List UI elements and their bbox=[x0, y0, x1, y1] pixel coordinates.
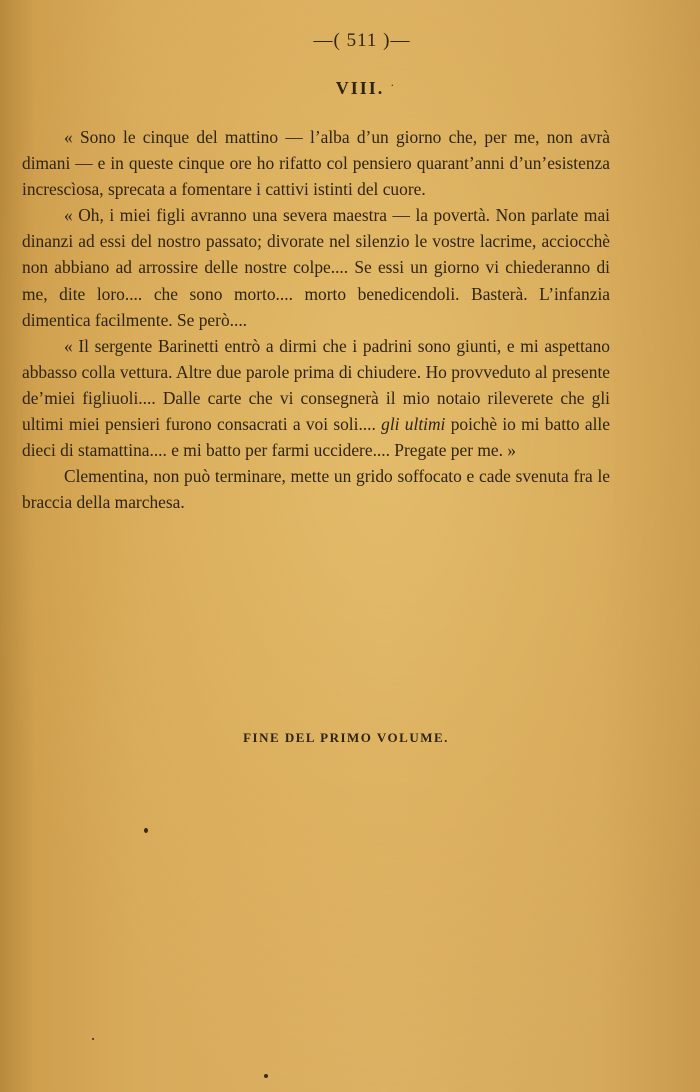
paragraph-3-text: « Il sergente Barinetti entrò a dirmi che i padrini sono giunti, e mi aspettano abbasso colla vettura. Altre due parole prima di chiudere. Ho provveduto al presente de’miei figliuoli.... Dalle carte che vi consegnerà il mio notaio rileverete che gli ultimi miei pensieri furono consacrati a voi soli.... bbox=[22, 335, 610, 435]
paragraph-2 bbox=[22, 202, 610, 332]
body-text bbox=[22, 124, 610, 515]
paragraph-3-text-end: poichè io mi batto alle dieci di stamattina.... e mi batto per farmi uccidere.... Pregate per me. » bbox=[22, 414, 610, 461]
chapter-mark: · bbox=[390, 78, 397, 92]
paragraph-2-text: « Oh, i miei figli avranno una severa maestra — la povertà. Non parlate mai dinanzi ad essi del nostro passato; divorate nel silenzio le vostre lacrime, acciocchè non abbiano ad arrossire delle nostre colpe.... Se essi un giorno vi chiederanno di me, dite loro.... che sono morto.... morto benedicendoli. Basterà. L’infanzia dimentica facilmente. Se però.... bbox=[22, 205, 610, 330]
paper-speck bbox=[144, 828, 148, 833]
paper-speck bbox=[264, 1074, 268, 1078]
paragraph-3 bbox=[22, 333, 610, 463]
end-of-volume-note: FINE DEL PRIMO VOLUME. bbox=[243, 730, 449, 745]
page-number: —( 511 )— bbox=[313, 30, 411, 51]
paragraph-1-text: « Sono le cinque del mattino — l’alba d’un giorno che, per me, non avrà dimani — e in queste cinque ore ho rifatto col pensiero quarant’anni d’un’esistenza increscìosa, sprecata a fomentare i cattivi istinti del cuore. bbox=[22, 127, 610, 200]
paragraph-1 bbox=[22, 124, 610, 202]
paper-speck bbox=[92, 1038, 94, 1040]
paragraph-4-text: Clementina, non può terminare, mette un grido soffocato e cade svenuta fra le braccia della marchesa. bbox=[22, 466, 610, 513]
chapter-number: VIII. bbox=[335, 78, 385, 98]
paragraph-4 bbox=[22, 463, 610, 515]
chapter-heading bbox=[16, 78, 700, 99]
paragraph-3-italic: gli ultimi bbox=[381, 414, 446, 435]
